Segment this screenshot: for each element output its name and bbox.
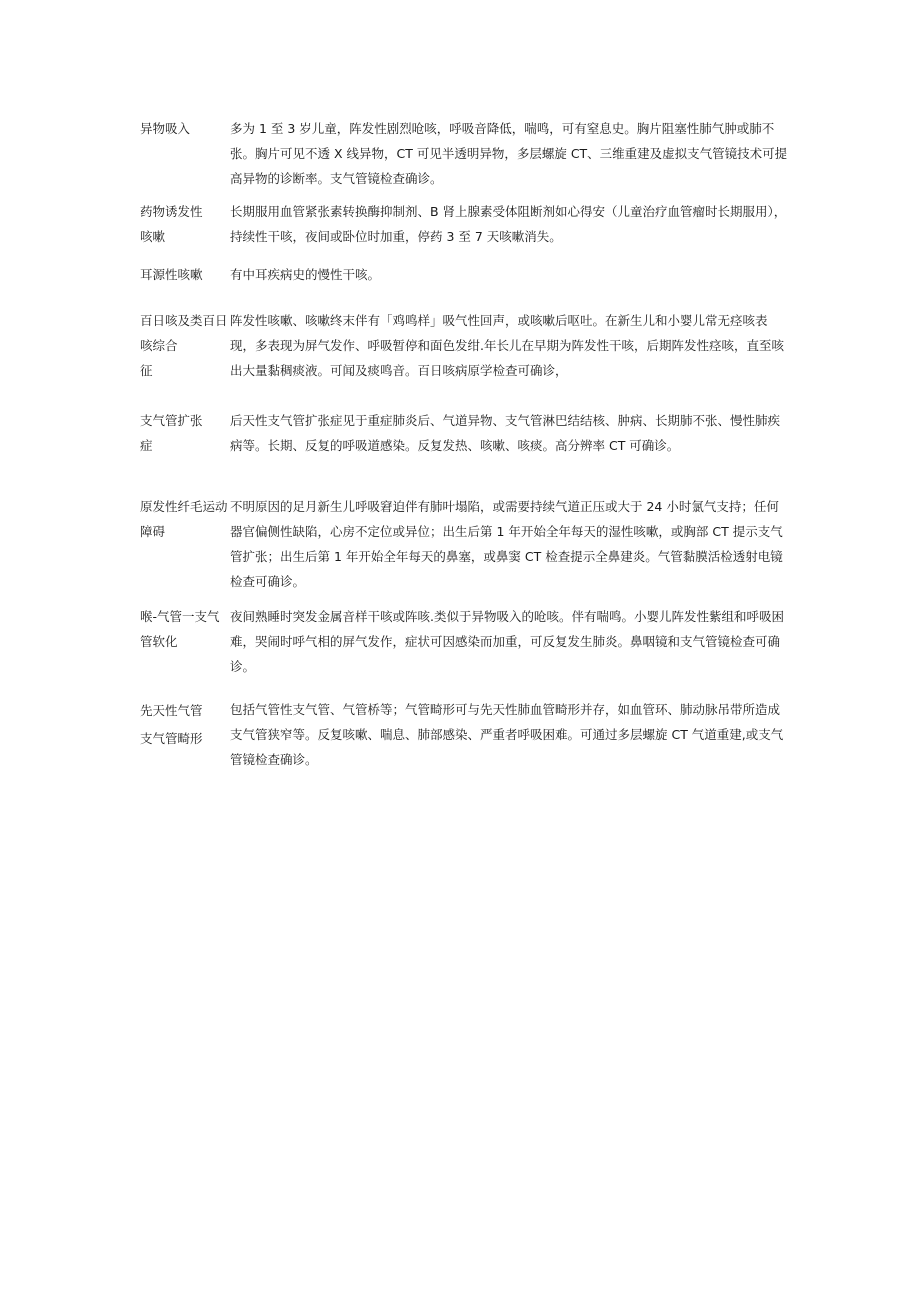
entry-description: 包括气管性支气管、气管桥等；气管畸形可与先天性肺血管畸形并存，如血管环、肺动脉吊带所造成支气管狭窄等。反复咳嗽、喘息、肺部感染、严重者呼吸困难。可通过多层螺旋 CT 气道重建,或支气管镜检查确诊。 [230, 702, 784, 767]
entry-term: 原发性纤毛运动 障碍 [140, 499, 228, 539]
entry-term: 异物吸入 [140, 121, 191, 136]
entry-term: 先天性气管 支气管畸形 [140, 703, 203, 746]
entry-description: 多为 1 至 3 岁儿童，阵发性剧烈呛咳，呼吸音降低，喘鸣，可有窒息史。胸片阻塞性肺气肿或肺不张。胸片可见不透 X 线异物，CT 可见半透明异物，多层螺旋 CT、三维重建及虚拟支气管镜技术可提高异物的诊断率。支气管镜检查确诊。 [230, 121, 788, 186]
entry-term: 喉-气管一支气 管软化 [140, 609, 220, 649]
entry-term: 百日咳及类百日咳综合 征 [140, 313, 228, 378]
entry-description: 夜间熟睡时突发金属音样干咳或阵咳.类似于异物吸入的呛咳。伴有喘鸣。小婴儿阵发性紫组和呼吸困难，哭闹时呼气相的屏气发作，症状可因感染而加重，可反复发生肺炎。鼻咽镜和支气管镜检查可确诊。 [230, 609, 784, 674]
entry-description: 阵发性咳嗽、咳嗽终末伴有「鸡鸣样」吸气性回声，或咳嗽后呕吐。在新生儿和小婴儿常无痉咳表现，多表现为屏气发作、呼吸暂停和面色发绀.年长儿在早期为阵发性干咳，后期阵发性痉咳，直至咳出大量黏稠痰液。可闻及痰鸣音。百日咳病原学检查可确诊， [230, 313, 784, 378]
entry-description: 不明原因的足月新生儿呼吸窘迫伴有肺叶塌陷，或需要持续气道正压或大于 24 小时氯气支持；任何器官偏侧性缺陷，心房不定位或异位；出生后第 1 年开始全年每天的湿性咳嗽，或胸部 CT 提示支气管扩张；出生后第 1 年开始全年每天的鼻塞，或鼻窦 CT 检查提示全鼻建炎。气管黏膜活检透射电镜检查可确诊。 [230, 499, 783, 589]
entry-description: 后天性支气管扩张症见于重症肺炎后、气道异物、支气管淋巴结结核、肿病、长期肺不张、慢性肺疾病等。长期、反复的呼吸道感染。反复发热、咳嗽、咳痰。高分辨率 CT 可确诊。 [230, 413, 781, 453]
entry-term: 耳源性咳嗽 [140, 267, 203, 282]
entry-description: 有中耳疾病史的慢性干咳。 [230, 267, 381, 282]
entry-term: 药物诱发性 咳嗽 [140, 204, 203, 244]
entry-term: 支气管扩张 症 [140, 413, 203, 453]
entry-description: 长期服用血管紧张素转换酶抑制剂、B 肾上腺素受体阻断剂如心得安（儿童治疗血管瘤时长期服用），持续性干咳，夜间或卧位时加重，停药 3 至 7 天咳嗽消失。 [230, 204, 787, 244]
